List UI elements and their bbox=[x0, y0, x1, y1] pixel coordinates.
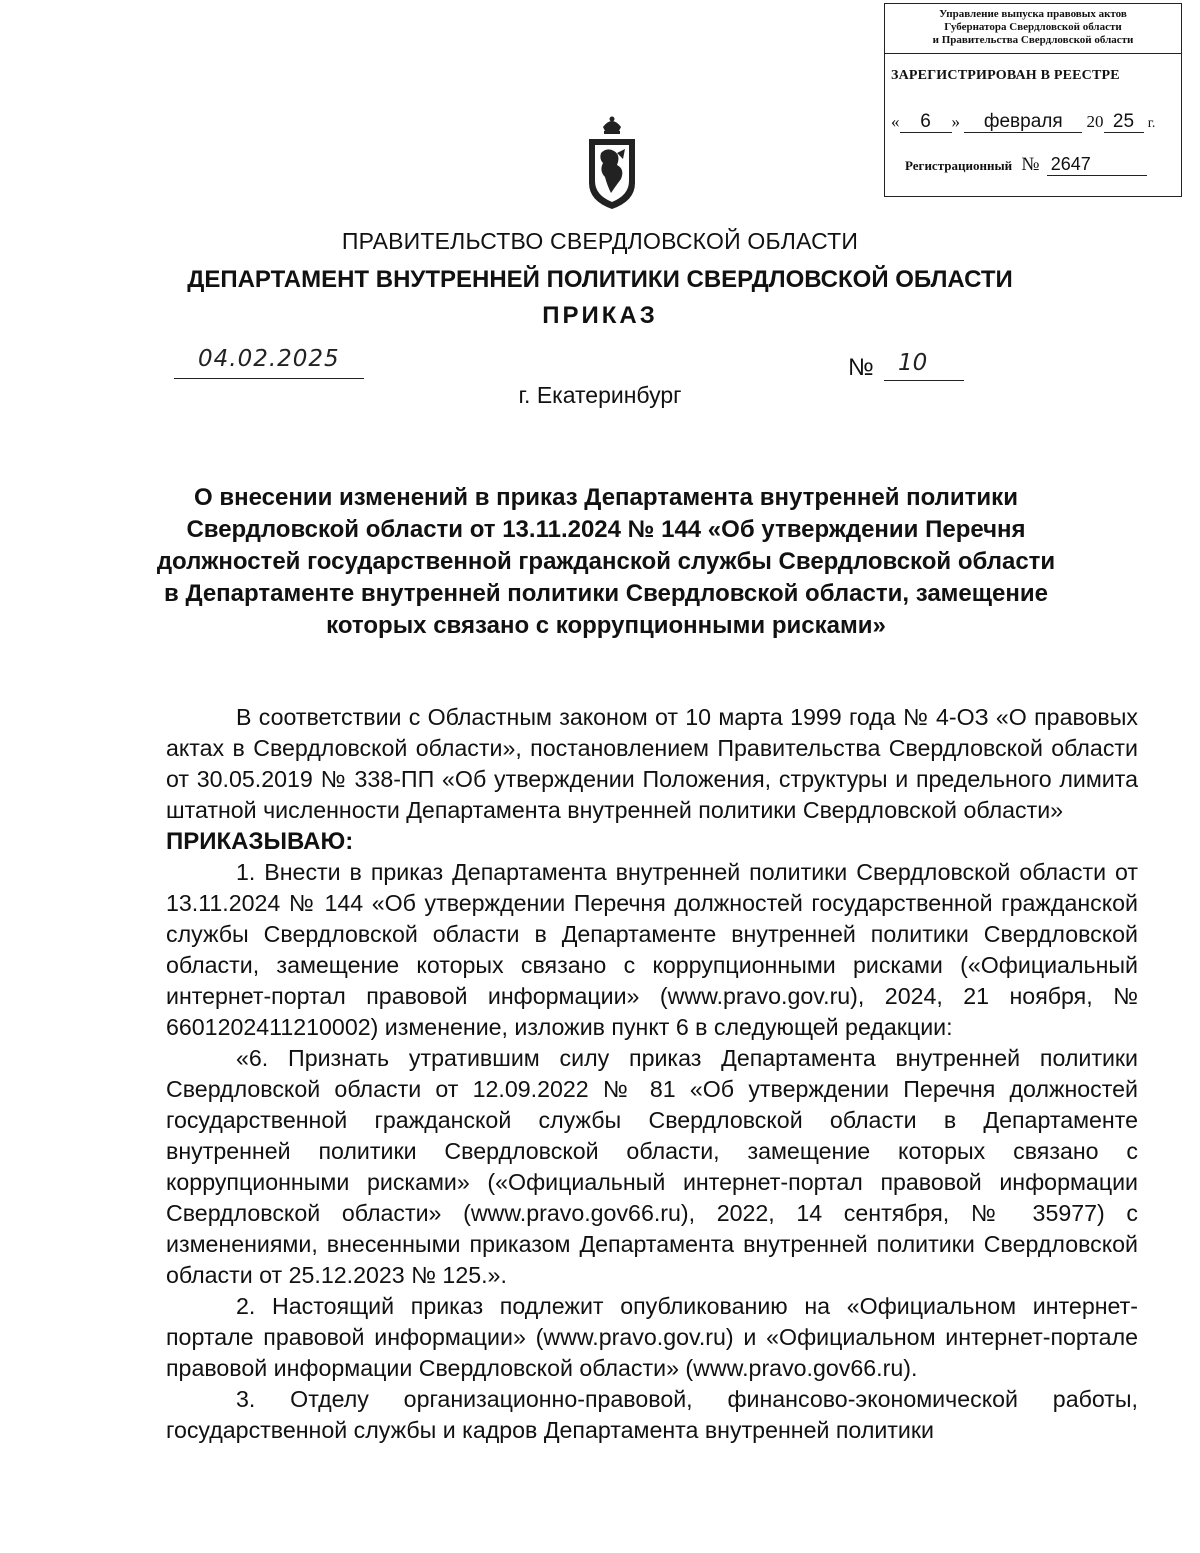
stamp-year-unit: г. bbox=[1147, 116, 1156, 131]
document-type: ПРИКАЗ bbox=[542, 302, 658, 329]
order-date: 04.02.2025 bbox=[198, 346, 340, 372]
coat-of-arms-icon bbox=[581, 113, 643, 213]
document-body bbox=[166, 702, 1138, 1446]
preamble: В соответствии с Областным законом от 10 марта 1999 года № 4-ОЗ «О правовых актах в Свердловской области», постановлением Правительства Свердловской области от 30.05.2019 № 338-ПП «Об утверждении Положения, структуры и предельного лимита штатной численности Департамента внутренней политики Свердловской области» bbox=[166, 704, 1138, 823]
registration-stamp bbox=[884, 3, 1182, 197]
order-number-field bbox=[884, 350, 964, 381]
stamp-month: февраля bbox=[964, 112, 1082, 133]
stamp-reg-number: 2647 bbox=[1047, 154, 1147, 176]
stamp-header-line: Управление выпуска правовых актов bbox=[939, 8, 1127, 20]
order-number-sign: № bbox=[848, 354, 874, 381]
order-date-field bbox=[174, 344, 364, 379]
stamp-close-quote: » bbox=[951, 112, 960, 131]
stamp-date bbox=[891, 112, 1177, 133]
order-word: ПРИКАЗЫВАЮ: bbox=[166, 828, 354, 855]
stamp-open-quote: « bbox=[891, 112, 900, 131]
stamp-header bbox=[885, 4, 1181, 54]
stamp-number-sign: № bbox=[1021, 154, 1040, 175]
stamp-year-suffix: 25 bbox=[1104, 112, 1144, 133]
city: г. Екатеринбург bbox=[518, 382, 682, 408]
department-name: ДЕПАРТАМЕНТ ВНУТРЕННЕЙ ПОЛИТИКИ СВЕРДЛОВСКОЙ ОБЛАСТИ bbox=[187, 266, 1013, 293]
stamp-day: 6 bbox=[900, 112, 952, 133]
stamp-reg-number-row bbox=[905, 154, 1147, 176]
stamp-header-line: Губернатора Свердловской области bbox=[944, 21, 1122, 33]
order-number: 10 bbox=[898, 350, 928, 376]
stamp-reg-label: Регистрационный bbox=[905, 158, 1013, 173]
stamp-header-line: и Правительства Свердловской области bbox=[932, 34, 1134, 46]
item-2: 2. Настоящий приказ подлежит опубликованию на «Официальном интернет-портале правовой информации» (www.pravo.gov.ru) и «Официальном интернет-портале правовой информации Свердловской области» (www.pravo.gov66.ru). bbox=[166, 1293, 1138, 1381]
document-title: О внесении изменений в приказ Департамента внутренней политики Свердловской области от 13.11.2024 № 144 «Об утверждении Перечня должностей государственной гражданской службы Свердловской области в Департаменте внутренней политики Свердловской области, замещение которых связано с коррупционными рисками» bbox=[156, 484, 1056, 639]
item-1: 1. Внести в приказ Департамента внутренней политики Свердловской области от 13.11.2024 № 144 «Об утверждении Перечня должностей государственной гражданской службы Свердловской области в Департаменте внутренней политики Свердловской области, замещение которых связано с коррупционными рисками («Официальный интернет-портал правовой информации» (www.pravo.gov.ru), 2024, 21 ноября, № 6601202411210002) изменение, изложив пункт 6 в следующей редакции: bbox=[166, 859, 1138, 1040]
item-1-quote: «6. Признать утратившим силу приказ Департамента внутренней политики Свердловской области от 12.09.2022 № 81 «Об утверждении Перечня должностей государственной гражданской службы Свердловской области в Департаменте внутренней политики Свердловской области, замещение которых связано с коррупционными рисками» («Официальный интернет-портал правовой информации Свердловской области» (www.pravo.gov66.ru), 2022, 14 сентября, № 35977) с изменениями, внесенными приказом Департамента внутренней политики Свердловской области от 25.12.2023 № 125.». bbox=[166, 1045, 1138, 1288]
stamp-registered-label: ЗАРЕГИСТРИРОВАН В РЕЕСТРЕ bbox=[891, 68, 1120, 83]
item-3: 3. Отделу организационно-правовой, финансово-экономической работы, государственной службы и кадров Департамента внутренней политики bbox=[166, 1386, 1138, 1443]
government-name: ПРАВИТЕЛЬСТВО СВЕРДЛОВСКОЙ ОБЛАСТИ bbox=[341, 228, 859, 254]
stamp-year-prefix: 20 bbox=[1086, 112, 1104, 131]
